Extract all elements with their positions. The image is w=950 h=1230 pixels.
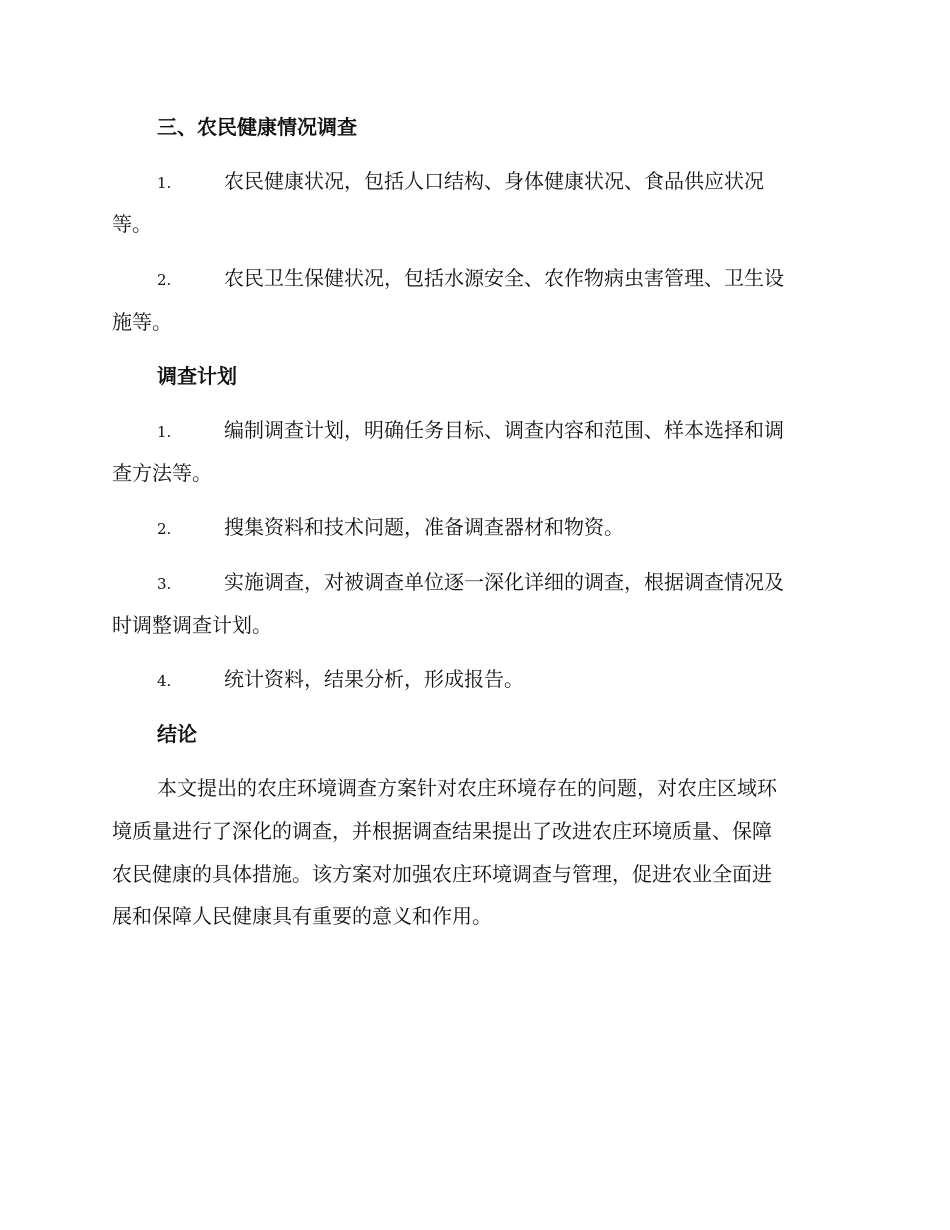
list-item-text: 实施调查，对被调查单位逐一深化详细的调查，根据调查情况及 [224,570,784,594]
list-item-text-continued: 查方法等。 [112,461,212,485]
list-item-number: 1. [157,423,172,441]
list-item-text-continued: 施等。 [112,310,172,334]
section-heading-plan: 调查计划 [157,364,237,388]
list-item-number: 3. [157,575,172,593]
conclusion-paragraph-line: 展和保障人民健康具有重要的意义和作用。 [112,904,492,928]
conclusion-paragraph-line: 农民健康的具体措施。该方案对加强农庄环境调查与管理，促进农业全面进 [112,862,772,886]
list-item-text: 农民卫生保健状况，包括水源安全、农作物病虫害管理、卫生设 [224,266,784,290]
list-item-number: 2. [157,520,172,538]
list-item-text: 农民健康状况，包括人口结构、身体健康状况、食品供应状况 [224,169,764,193]
section-heading-conclusion: 结论 [157,722,197,746]
list-item-number: 2. [157,271,172,289]
list-item-text: 统计资料，结果分析，形成报告。 [224,667,524,691]
list-item-text: 搜集资料和技术问题，准备调查器材和物资。 [224,515,624,539]
list-item-text: 编制调查计划，明确任务目标、调查内容和范围、样本选择和调 [224,418,784,442]
list-item-text-continued: 时调整调查计划。 [112,613,272,637]
list-item-text-continued: 等。 [112,212,152,236]
conclusion-paragraph-line: 境质量进行了深化的调查，并根据调查结果提出了改进农庄环境质量、保障 [112,819,772,843]
conclusion-paragraph-line: 本文提出的农庄环境调查方案针对农庄环境存在的问题，对农庄区域环 [157,776,777,800]
section-heading-health: 三、农民健康情况调查 [157,115,357,139]
list-item-number: 1. [157,174,172,192]
list-item-number: 4. [157,672,172,690]
